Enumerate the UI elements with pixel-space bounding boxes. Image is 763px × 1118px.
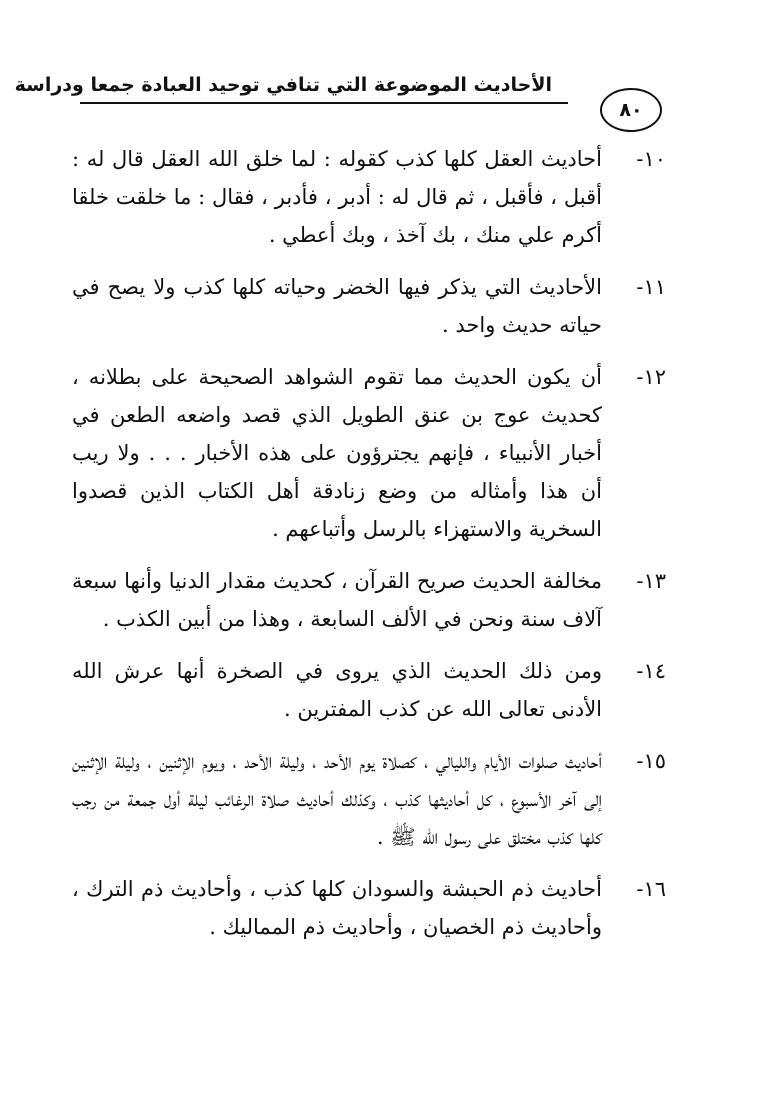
list-item: [72, 742, 666, 856]
item-text: أحاديث صلوات الأيام والليالي ، كصلاة يوم الأحد ، وليلة الأحد ، ويوم الإثنين ، وليلة الإثنين إلى آخر الأسبوع ، كل أحاديثها كذب ، وكذلك أحاديث صلاة الرغائب ليلة أول جمعة من رجب كلها كذب مختلق على رسول الله ﷺ .: [72, 749, 602, 849]
item-text: أن يكون الحديث مما تقوم الشواهد الصحيحة على بطلانه ، كحديث عوج بن عنق الطويل الذي قصد واضعه الطعن في أخبار الأنبياء ، فإنهم يجترؤون على هذه الأخبار . . . ولا ريب أن هذا وأمثاله من وضع زنادقة أهل الكتاب الذين قصدوا السخرية والاستهزاء بالرسل وأتباعهم .: [72, 365, 602, 541]
item-text: مخالفة الحديث صريح القرآن ، كحديث مقدار الدنيا وأنها سبعة آلاف سنة ونحن في الألف السابعة ، وهذا من أبين الكذب .: [72, 569, 602, 631]
list-item: [72, 268, 666, 344]
item-number: ١١-: [636, 275, 666, 299]
header-rule: [80, 102, 568, 104]
page-number: ٨٠: [600, 88, 662, 132]
running-title: الأحاديث الموضوعة التي تنافي توحيد العبادة جمعا ودراسة: [14, 74, 552, 96]
page-header: [14, 62, 680, 122]
list-item: [72, 358, 666, 548]
item-text: أحاديث ذم الحبشة والسودان كلها كذب ، وأحاديث ذم الترك ، وأحاديث ذم الخصيان ، وأحاديث ذم المماليك .: [72, 877, 602, 939]
page-body: [72, 140, 666, 960]
item-number: ١٥-: [636, 749, 666, 773]
list-item: [72, 140, 666, 254]
item-number: ١٣-: [636, 569, 666, 593]
item-number: ١٠-: [636, 147, 666, 171]
list-item: [72, 870, 666, 946]
list-item: [72, 562, 666, 638]
item-number: ١٦-: [636, 877, 666, 901]
item-text: ومن ذلك الحديث الذي يروى في الصخرة أنها عرش الله الأدنى تعالى الله عن كذب المفترين .: [72, 659, 602, 721]
item-text: الأحاديث التي يذكر فيها الخضر وحياته كلها كذب ولا يصح في حياته حديث واحد .: [72, 275, 602, 337]
item-text: أحاديث العقل كلها كذب كقوله : لما خلق الله العقل قال له : أقبل ، فأقبل ، ثم قال له : أدبر ، فأدبر ، فقال : ما خلقت خلقا أكرم علي منك ، بك آخذ ، وبك أعطي .: [72, 147, 602, 247]
item-number: ١٤-: [636, 659, 666, 683]
item-number: ١٢-: [636, 365, 666, 389]
list-item: [72, 652, 666, 728]
